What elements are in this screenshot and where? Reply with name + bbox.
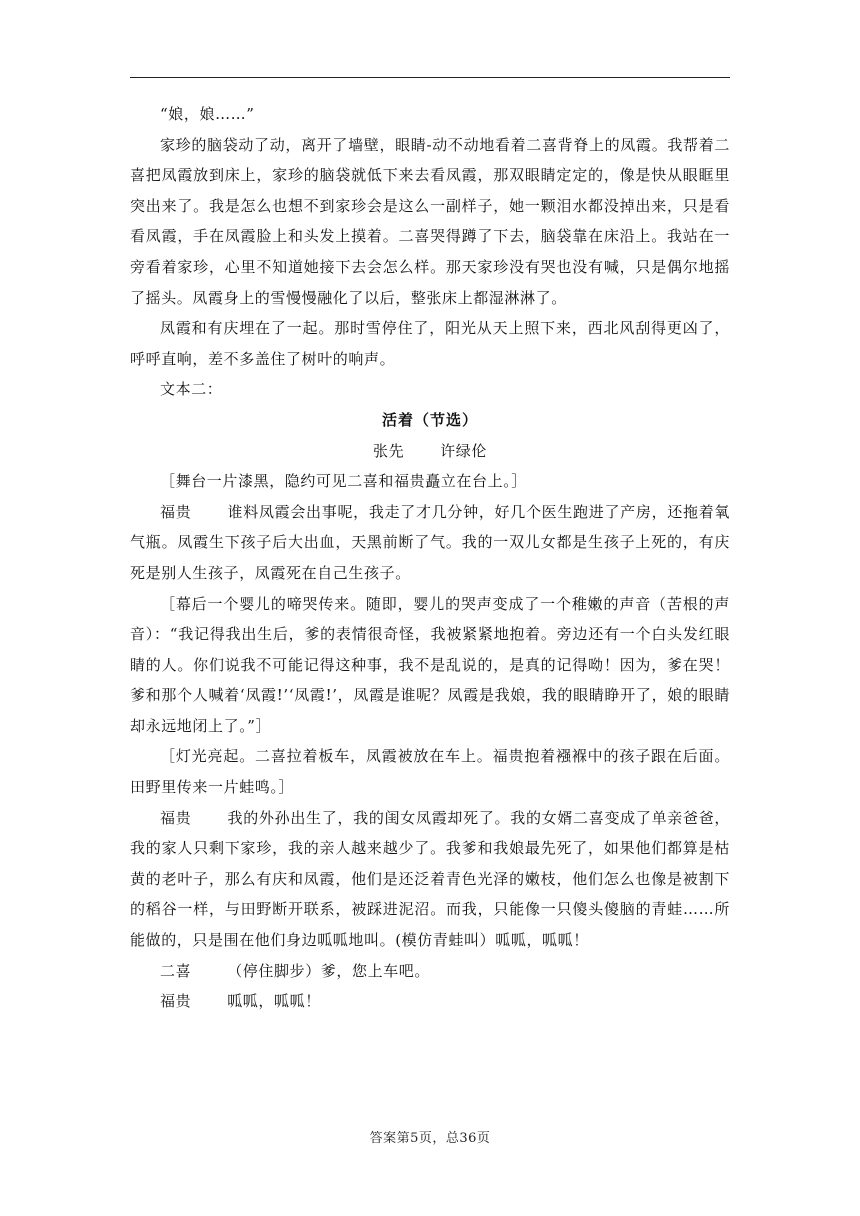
line-text: 谁料凤霞会出事呢，我走了才几分钟，好几个医生跑进了产房，还拖着氧气瓶。凤霞生下孩子后大出血，天黑前断了气。我的一双儿女都是生孩子上死的，有庆死是别人生孩子，凤霞死在自己生孩子。 <box>130 502 731 582</box>
script-line <box>130 497 730 589</box>
document-body <box>130 99 730 1017</box>
stage-direction: ［舞台一片漆黑，隐约可见二喜和福贵矗立在台上。］ <box>160 472 527 491</box>
header-rule <box>130 77 730 78</box>
script-line <box>130 803 730 956</box>
paragraph-narrative: 家珍的脑袋动了动，离开了墙壁，眼睛-动不动地看着二喜背脊上的凤霞。我帮着二喜把凤霞放到床上，家珍的脑袋就低下来去看凤霞，那双眼睛定定的，像是快从眼眶里突出来了。我是怎么也想不到家珍会是这么一副样子，她一颗泪水都没掉出来，只是看看凤霞，手在凤霞脸上和头发上摸着。二喜哭得蹲了下去，脑袋靠在床沿上。我站在一旁看着家珍，心里不知道她接下去会怎么样。那天家珍没有哭也没有喊，只是偶尔地摇了摇头。凤霞身上的雪慢慢融化了以后，整张床上都湿淋淋了。 <box>130 135 730 307</box>
speaker-name: 福贵 <box>160 992 192 1011</box>
script-line <box>130 956 730 987</box>
paragraph-dialogue: “娘，娘……” <box>160 105 255 123</box>
author-name: 张先 <box>372 441 405 460</box>
line-text: 呱呱，呱呱！ <box>227 992 321 1011</box>
line-text: 我的外孙出生了，我的闺女凤霞却死了。我的女婿二喜变成了单亲爸爸，我的家人只剩下家珍，我的亲人越来越少了。我爹和我娘最先死了，如果他们都算是枯黄的老叶子，那么有庆和凤霞，他们是还泛着青色光泽的嫩枝，他们怎么也像是被割下的稻谷一样，与田野断开联系，被踩进泥沼。而我，只能像一只傻头傻脑的青蛙……所能做的，只是围在他们身边呱呱地叫。(模仿青蛙叫）呱呱，呱呱！ <box>130 808 731 950</box>
play-authors <box>130 436 730 467</box>
stage-direction: ［灯光亮起。二喜拉着板车，凤霞被放在车上。福贵抱着襁褓中的孩子跟在后面。田野里传来一片蛙鸣。］ <box>130 747 730 797</box>
author-name: 许绿伦 <box>440 441 487 460</box>
page-footer: 答案第5页，总36页 <box>369 1131 491 1146</box>
line-text: （停住脚步）爹，您上车吧。 <box>227 961 431 980</box>
script-line <box>130 986 730 1017</box>
play-title: 活着（节选） <box>381 410 478 429</box>
paragraph-narrative: 凤霞和有庆埋在了一起。那时雪停住了，阳光从天上照下来，西北风刮得更凶了，呼呼直响，差不多盖住了树叶的响声。 <box>130 319 730 368</box>
speaker-name: 二喜 <box>160 961 192 980</box>
stage-direction: ［幕后一个婴儿的啼哭传来。随即，婴儿的哭声变成了一个稚嫩的声音（苦根的声音）：“我记得我出生后，爹的表情很奇怪，我被紧紧地抱着。旁边还有一个白头发红眼睛的人。你们说我不可能记得这种事，我不是乱说的，是真的记得呦！因为，爹在哭！爹和那个人喊着‘凤霞!’‘凤霞!’，凤霞是谁呢？凤霞是我娘，我的眼睛睁开了，娘的眼睛却永远地闭上了。”］ <box>130 594 730 735</box>
speaker-name: 福贵 <box>160 808 192 827</box>
section-label: 文本二： <box>160 380 223 399</box>
speaker-name: 福贵 <box>160 502 192 521</box>
